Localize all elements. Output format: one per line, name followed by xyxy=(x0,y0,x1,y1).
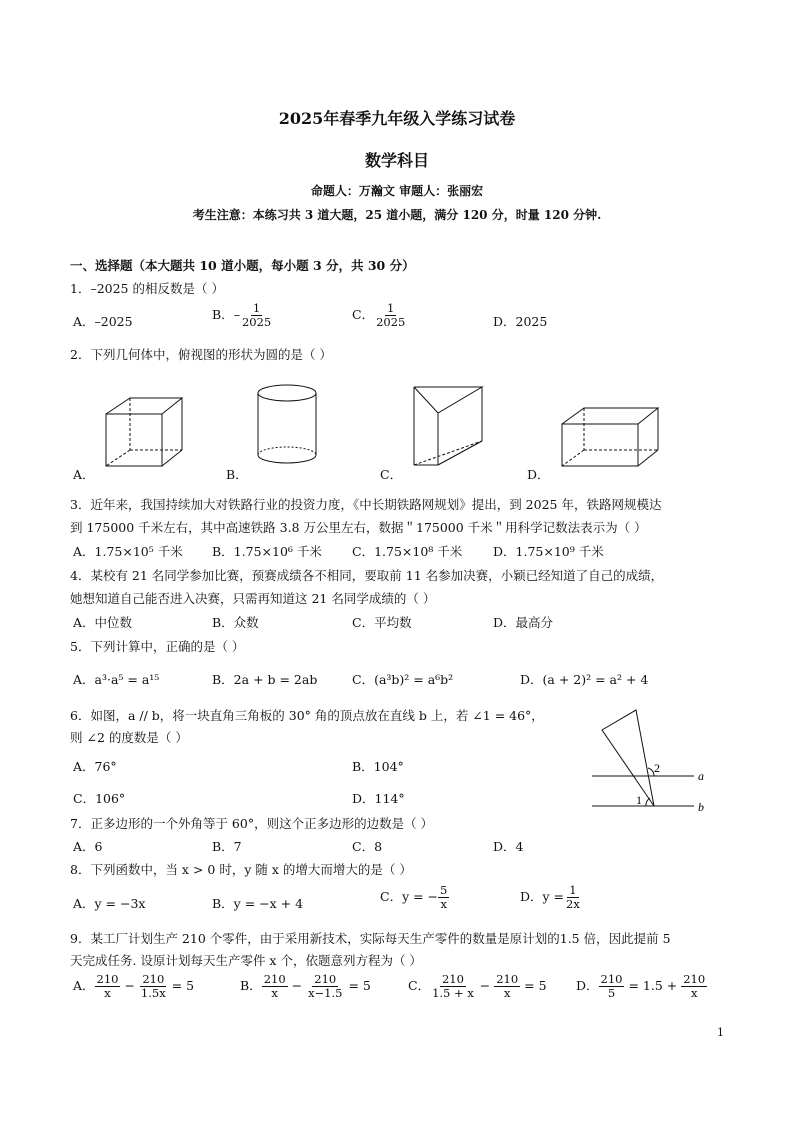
fraction xyxy=(95,973,121,1000)
q9-option-d-mid: = 1.5 + xyxy=(628,978,678,993)
q7-option-b: B．7 xyxy=(212,839,242,854)
q4-option-b: B．众数 xyxy=(212,615,259,630)
fraction-denominator: 1.5x xyxy=(140,986,166,1000)
fraction-numerator: 210 xyxy=(142,972,165,986)
fraction-denominator: x xyxy=(271,986,278,1000)
q2-stem: 2．下列几何体中，俯视图的形状为圆的是（ ） xyxy=(70,347,332,362)
q2-option-c: C． xyxy=(380,467,403,482)
q4-option-c: C．平均数 xyxy=(352,615,412,630)
fraction-numerator: 210 xyxy=(441,972,464,986)
q5-stem: 5．下列计算中，正确的是（ ） xyxy=(70,639,245,654)
q4-option-d: D．最高分 xyxy=(493,615,554,630)
fraction xyxy=(599,973,625,1000)
angle-1-label: 1 xyxy=(636,793,642,807)
fraction xyxy=(430,973,476,1000)
authors-line: 命题人：万瀚文 审题人：张丽宏 xyxy=(310,184,484,198)
fraction-denominator: x xyxy=(690,986,698,1000)
fraction xyxy=(681,973,707,1000)
q1-option-b-label: B． xyxy=(212,307,234,322)
q1-option-a: A．–2025 xyxy=(73,314,133,329)
q2-option-a: A． xyxy=(73,467,95,482)
fraction-denominator: 2x xyxy=(566,897,580,911)
fraction-numerator: 5 xyxy=(440,883,448,897)
q9-option-c-label: C． xyxy=(408,978,431,993)
q6-option-b: B．104° xyxy=(352,759,404,774)
line-a-label: a xyxy=(698,769,704,783)
q8-option-d-label: D．y = xyxy=(520,889,565,904)
q4-line2: 她想知道自己能否进入决赛，只需再知道这 21 名同学成绩的（ ） xyxy=(70,591,436,606)
q3-option-b: B．1.75×10⁶ 千米 xyxy=(212,544,322,559)
fraction-numerator: 1 xyxy=(387,301,395,315)
q5-option-c: C．(a³b)² = a⁶b² xyxy=(352,672,454,687)
fraction-numerator: 210 xyxy=(600,972,623,986)
q7-stem: 7．正多边形的一个外角等于 60°，则这个正多边形的边数是（ ） xyxy=(70,816,434,831)
fraction-numerator: 210 xyxy=(263,972,286,986)
q9-option-b-rhs: = 5 xyxy=(348,978,371,993)
parallel-lines-figure xyxy=(590,708,720,828)
subject-title: 数学科目 xyxy=(364,151,429,170)
q7-option-d: D．4 xyxy=(493,839,524,854)
q9-option-a-label: A． xyxy=(73,978,95,993)
q7-option-c: C．8 xyxy=(352,839,383,854)
q1-option-c xyxy=(352,302,407,329)
q6-line2: 则 ∠2 的度数是（ ） xyxy=(70,730,188,745)
q3-line1: 3．近年来，我国持续加大对铁路行业的投资力度，《中长期铁路网规划》提出，到 2025 年，铁路网规模达 xyxy=(70,497,662,512)
q1-stem: 1．–2025 的相反数是（ ） xyxy=(70,281,224,296)
cube-figure xyxy=(100,396,190,468)
fraction-denominator: x xyxy=(440,897,447,911)
q6-option-d: D．114° xyxy=(352,791,405,806)
q8-option-c-fraction xyxy=(438,884,449,911)
q1-option-b xyxy=(212,302,273,329)
q8-option-a: A．y = −3x xyxy=(73,896,146,911)
q7-option-a: A．6 xyxy=(73,839,103,854)
q4-line1: 4．某校有 21 名同学参加比赛，预赛成绩各不相同，要取前 11 名参加决赛，小颖已经知道了自己的成绩， xyxy=(70,568,664,583)
cylinder-figure xyxy=(256,383,326,469)
q6-option-a: A．76° xyxy=(73,759,117,774)
q9-option-b-label: B． xyxy=(240,978,262,993)
angle-2-label: 2 xyxy=(654,761,660,775)
fraction-denominator: x xyxy=(503,986,511,1000)
q5-option-a: A．a³·a⁵ = a¹⁵ xyxy=(73,672,160,687)
q3-line2: 到 175000 千米左右，其中高速铁路 3.8 万公里左右，数据＂175000 千米＂用科学记数法表示为（ ） xyxy=(70,520,647,535)
fraction-numerator: 1 xyxy=(252,301,261,315)
q2-option-b: B． xyxy=(226,467,248,482)
fraction-denominator: 2025 xyxy=(376,315,406,329)
q8-stem: 8．下列函数中，当 x > 0 时，y 随 x 的增大而增大的是（ ） xyxy=(70,862,412,877)
q6-line1: 6．如图，a // b，将一块直角三角板的 30° 角的顶点放在直线 b 上，若 ∠1 = 46°， xyxy=(70,708,544,723)
cuboid-figure xyxy=(558,404,662,470)
q5-option-b: B．2a + b = 2ab xyxy=(212,672,318,687)
q3-option-c: C．1.75×10⁸ 千米 xyxy=(352,544,463,559)
q2-option-d: D． xyxy=(527,467,550,482)
exam-title: 2025年春季九年级入学练习试卷 xyxy=(278,109,516,128)
q4-option-a: A．中位数 xyxy=(73,615,133,630)
fraction-denominator: 2025 xyxy=(241,315,272,329)
fraction-numerator: 210 xyxy=(96,972,119,986)
q1-option-d: D．2025 xyxy=(493,314,548,329)
q9-option-d xyxy=(576,973,707,1000)
q1-option-b-fraction xyxy=(240,302,273,329)
q9-option-c-rhs: = 5 xyxy=(524,978,547,993)
q3-option-d: D．1.75×10⁹ 千米 xyxy=(493,544,604,559)
fraction-denominator: x−1.5 xyxy=(308,986,343,1000)
fraction-numerator: 1 xyxy=(569,883,577,897)
q8-option-d-fraction xyxy=(564,884,582,911)
q9-option-d-label: D． xyxy=(576,978,599,993)
q9-option-b: B． $\frac{210}{x}$ − $\frac{210}{x-1.5}$ = 5 xyxy=(240,972,371,1000)
q1-option-b-sign: – xyxy=(233,307,240,322)
q1-option-c-fraction xyxy=(374,302,407,329)
q9-option-a-rhs: = 5 xyxy=(171,978,195,993)
triangular-prism-figure xyxy=(408,385,488,469)
fraction xyxy=(262,973,288,1000)
fraction-denominator: 5 xyxy=(607,986,616,1000)
q9-option-c: C． $\frac{210}{1.5 + x}$ − $\frac{210}{x}$ = 5 xyxy=(408,972,547,1000)
fraction-denominator: x xyxy=(104,986,111,1000)
q5-option-d: D．(a + 2)² = a² + 4 xyxy=(520,672,649,687)
q8-option-c xyxy=(380,884,449,911)
fraction xyxy=(494,973,520,1000)
q9-line2: 天完成任务. 设原计划每天生产零件 x 个，依题意列方程为（ ） xyxy=(70,953,422,968)
q8-option-b: B．y = −x + 4 xyxy=(212,896,304,911)
q9-option-a: A． $\frac{210}{x}$ − $\frac{210}{1.5x}$ = 5 xyxy=(73,972,195,1000)
fraction xyxy=(139,973,168,1000)
q1-option-c-label: C． xyxy=(352,307,375,322)
fraction-numerator: 210 xyxy=(314,972,337,986)
fraction-denominator: 1.5 + x xyxy=(432,986,474,1000)
line-b-label: b xyxy=(698,800,704,814)
q6-option-c: C．106° xyxy=(73,791,126,806)
exam-notice: 考生注意：本练习共 3 道大题，25 道小题，满分 120 分，时量 120 分钟. xyxy=(192,208,602,222)
q8-option-c-label: C．y = − xyxy=(380,889,439,904)
section-heading: 一、选择题（本大题共 10 道小题，每小题 3 分，共 30 分） xyxy=(70,258,415,273)
q9-line1: 9．某工厂计划生产 210 个零件，由于采用新技术，实际每天生产零件的数量是原计划的1.5 倍，因此提前 5 xyxy=(70,931,671,946)
fraction-numerator: 210 xyxy=(496,972,519,986)
q3-option-a: A．1.75×10⁵ 千米 xyxy=(73,544,183,559)
page-number: 1 xyxy=(717,1026,724,1039)
fraction xyxy=(306,973,344,1000)
fraction-numerator: 210 xyxy=(683,972,706,986)
q8-option-d xyxy=(520,884,582,911)
